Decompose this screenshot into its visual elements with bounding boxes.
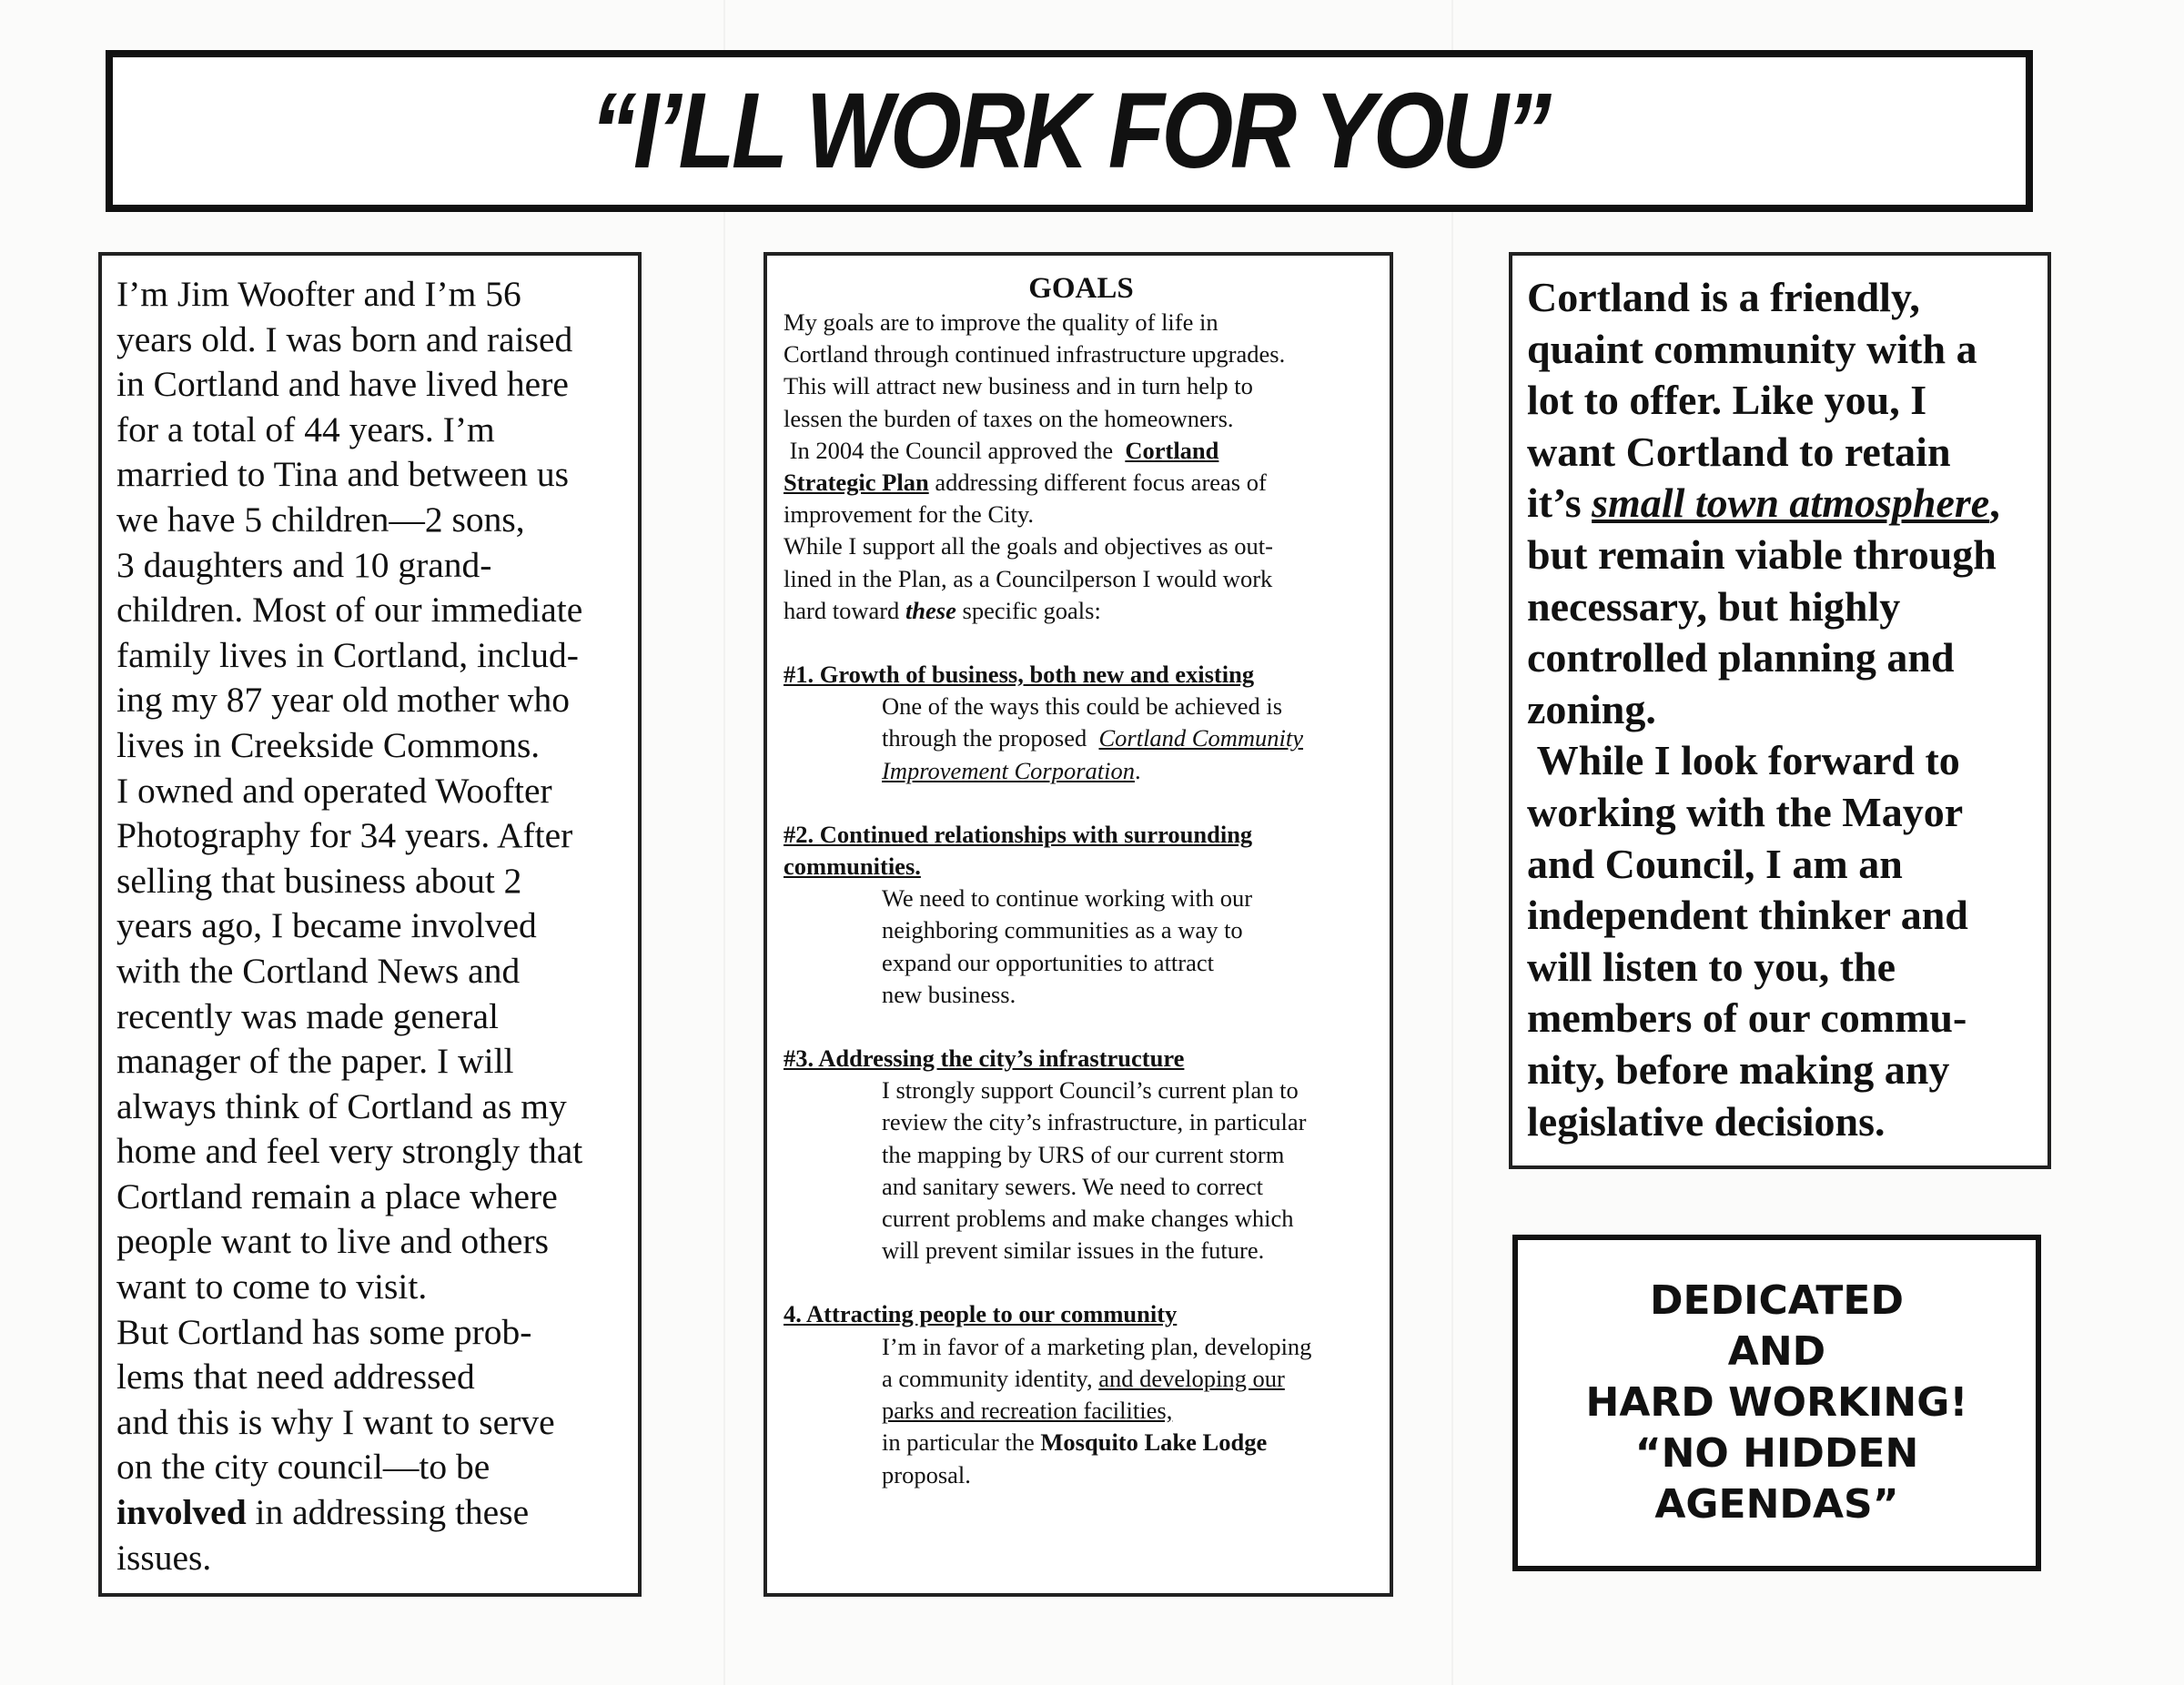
bio-line: Cortland remain a place where [116, 1175, 558, 1216]
goals-intro-line: My goals are to improve the quality of life in [784, 308, 1218, 336]
bio-line: married to Tina and between us [116, 454, 569, 495]
plan-line: improvement for the City. [784, 500, 1035, 529]
goals-panel [763, 252, 1393, 1597]
goal-4-line: I’m in favor of a marketing plan, developing [882, 1332, 1312, 1360]
community-line: quaint community with a [1527, 325, 1977, 372]
goal-3-line: will prevent similar issues in the future. [882, 1236, 1265, 1265]
plan-name: Strategic Plan [784, 469, 929, 497]
support-line [784, 595, 1379, 627]
community-line: will listen to you, the [1527, 943, 1896, 990]
community-line: zoning. [1527, 685, 1656, 732]
goal-3-line: current problems and make changes which [882, 1205, 1294, 1233]
plan-line [784, 467, 1379, 499]
slogan-line: “NO HIDDEN [1634, 1430, 1919, 1477]
goal-4-underline: and developing our [1098, 1364, 1285, 1392]
goal-2-heading: communities. [784, 853, 921, 881]
support-prefix: hard toward [784, 596, 905, 624]
bio-line: people want to live and others [116, 1221, 549, 1262]
slogan-line: HARD WORKING! [1585, 1379, 1968, 1426]
bio-line: I’m Jim Woofter and I’m 56 [116, 274, 521, 314]
community-line: legislative decisions. [1527, 1097, 1886, 1145]
slogan-line: AGENDAS” [1654, 1481, 1899, 1528]
plan-line [784, 435, 1379, 467]
bio-line: Photography for 34 years. After [116, 815, 573, 856]
bio-line: lems that need addressed [116, 1357, 475, 1397]
atmo-suffix: , [1989, 479, 2000, 527]
community-line: want Cortland to retain [1527, 428, 1951, 475]
bio-line: family lives in Cortland, includ- [116, 634, 579, 675]
support-line: lined in the Plan, as a Councilperson I would work [784, 564, 1273, 592]
goal-3-line: I strongly support Council’s current plan to [882, 1076, 1299, 1105]
community-line: While I look forward to [1527, 737, 1960, 784]
bio-line: But Cortland has some prob- [116, 1311, 532, 1352]
goal-3-line: and sanitary sewers. We need to correct [882, 1172, 1263, 1200]
slogan-line: DEDICATED [1649, 1277, 1904, 1324]
slogan-text [1586, 1276, 1968, 1530]
bio-text [116, 272, 625, 1580]
goal-3-line: the mapping by URS of our current storm [882, 1140, 1285, 1168]
support-suffix: specific goals: [956, 596, 1101, 624]
community-line: lot to offer. Like you, I [1527, 377, 1927, 424]
community-line: nity, before making any [1527, 1045, 1950, 1093]
fold-line-right [1451, 0, 1453, 1685]
goal-4-heading: 4. Attracting people to our community [784, 1300, 1178, 1328]
headline-box [106, 50, 2033, 212]
goal-2-line: neighboring communities as a way to [882, 916, 1243, 944]
goal-4-bold: Mosquito Lake Lodge [1040, 1428, 1268, 1457]
goal-2-heading: #2. Continued relationships with surrounding [784, 820, 1253, 848]
community-line: and Council, I am an [1527, 840, 1903, 887]
fold-line-left [723, 0, 725, 1685]
goal-4-line: proposal. [882, 1460, 971, 1488]
goal-2-line: new business. [882, 980, 1016, 1008]
goal-4-body [784, 1331, 1379, 1491]
goal-2-line: expand our opportunities to attract [882, 948, 1215, 976]
community-line: independent thinker and [1527, 892, 1968, 939]
bio-line: 3 daughters and 10 grand- [116, 544, 492, 585]
goal-1-prefix: through the proposed [882, 724, 1099, 752]
atmo-emphasis: small town atmosphere [1592, 479, 1990, 527]
goal-4-line: parks and recreation facilities, [882, 1397, 1173, 1425]
goal-4-prefix: in particular the [882, 1428, 1041, 1457]
bio-line: lives in Creekside Commons. [116, 724, 541, 765]
goal-1-body [784, 691, 1379, 787]
plan-suffix: addressing different focus areas of [928, 469, 1267, 497]
goal-4-prefix: a community identity, [882, 1364, 1099, 1392]
goal-1-link: Improvement Corporation [882, 756, 1135, 784]
bio-line: always think of Cortland as my [116, 1085, 567, 1126]
goal-3-line: review the city’s infrastructure, in particular [882, 1108, 1307, 1136]
goals-intro-line: Cortland through continued infrastructure upgrades. [784, 340, 1286, 368]
community-line: members of our commu- [1527, 994, 1967, 1042]
community-line: but remain viable through [1527, 530, 1997, 578]
community-line: Cortland is a friendly, [1527, 274, 1920, 320]
bio-line: years old. I was born and raised [116, 318, 573, 359]
community-line [1527, 478, 2035, 530]
support-line: While I support all the goals and objectives as out- [784, 532, 1273, 560]
bio-line: issues. [116, 1537, 212, 1578]
bio-line: years ago, I became involved [116, 905, 537, 946]
bio-line: manager of the paper. I will [116, 1041, 514, 1082]
community-line: controlled planning and [1527, 634, 1955, 681]
goal-1-line [882, 755, 1379, 787]
bio-line [116, 1490, 625, 1536]
slogan-line: AND [1727, 1328, 1826, 1375]
goal-4-line [882, 1427, 1379, 1458]
bio-line: we have 5 children—2 sons, [116, 499, 525, 540]
support-emphasis: these [905, 596, 956, 624]
bio-line: I owned and operated Woofter [116, 770, 552, 811]
goals-intro-line: This will attract new business and in turn help to [784, 372, 1253, 400]
bio-line: with the Cortland News and [116, 950, 521, 991]
community-panel [1509, 252, 2051, 1169]
goals-intro-line: lessen the burden of taxes on the homeowners. [784, 404, 1234, 432]
goal-4-line [882, 1363, 1379, 1395]
bio-line: ing my 87 year old mother who [116, 680, 571, 721]
headline: “I’LL WORK FOR YOU” [590, 71, 1549, 191]
bio-line: recently was made general [116, 995, 500, 1036]
atmo-prefix: it’s [1527, 479, 1592, 527]
bio-panel [98, 252, 642, 1597]
goal-1-link: Cortland Community [1098, 724, 1303, 752]
community-text [1527, 272, 2035, 1147]
community-line: working with the Mayor [1527, 788, 1964, 835]
goal-2-line: We need to continue working with our [882, 884, 1253, 913]
goal-1-heading: #1. Growth of business, both new and existing [784, 661, 1255, 689]
goal-2-body [784, 883, 1379, 1011]
goals-heading: GOALS [1028, 272, 1134, 305]
bio-line: home and feel very strongly that [116, 1131, 583, 1172]
bio-line: on the city council—to be [116, 1447, 490, 1488]
goal-3-heading: #3. Addressing the city’s infrastructure [784, 1044, 1185, 1073]
goal-1-end: . [1134, 756, 1141, 784]
plan-name: Cortland [1125, 436, 1219, 464]
bio-line: in Cortland and have lived here [116, 364, 569, 405]
community-line: necessary, but highly [1527, 582, 1901, 630]
goal-1-line: One of the ways this could be achieved is [882, 692, 1283, 721]
bio-emphasis: involved [116, 1492, 247, 1533]
bio-line: for a total of 44 years. I’m [116, 409, 495, 449]
bio-line-rest: in addressing these [246, 1492, 530, 1533]
bio-line: and this is why I want to serve [116, 1401, 555, 1442]
slogan-box [1512, 1235, 2041, 1571]
goal-3-body [784, 1075, 1379, 1266]
bio-line: want to come to visit. [116, 1266, 428, 1307]
bio-line: children. Most of our immediate [116, 590, 583, 631]
goal-1-line [882, 722, 1379, 754]
plan-prefix: In 2004 the Council approved the [784, 436, 1126, 464]
bio-line: selling that business about 2 [116, 860, 522, 901]
